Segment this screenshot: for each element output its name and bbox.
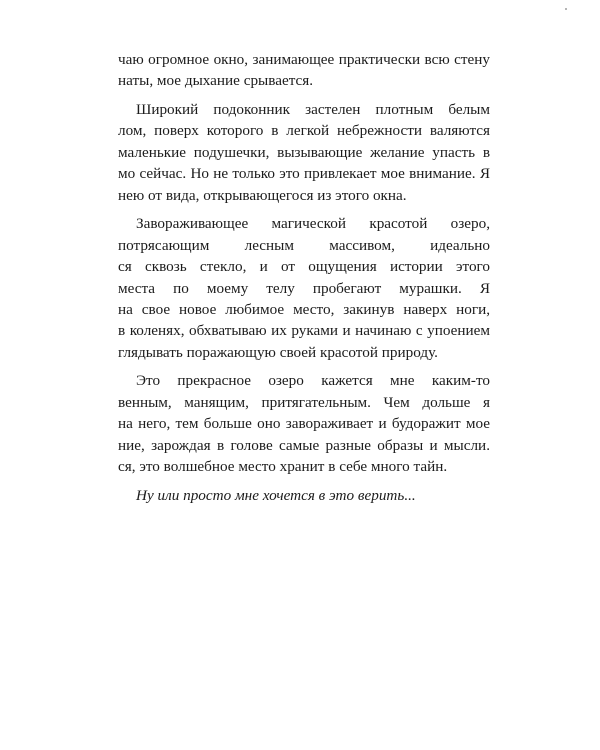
text-line: нею от вида, открывающегося из этого окна. [118, 186, 407, 204]
body-text [118, 49, 490, 513]
text-line: чаю огромное окно, занимающее практически всю стену [118, 51, 490, 68]
text-line: Ну или просто мне хочется в это верить... [136, 486, 416, 504]
text-line: глядывать поражающую своей красотой природу. [118, 343, 438, 361]
text-line: в коленях, обхватываю их руками и начинаю с упоением [118, 322, 490, 340]
text-line: наты, мое дыхание срывается. [118, 72, 314, 90]
text-line: Это прекрасное озеро кажется мне каким-то [136, 372, 490, 390]
text-line: венным, манящим, притягательным. Чем дольше я [118, 393, 490, 411]
text-line: маленькие подушечки, вызывающие желание упасть в [118, 143, 490, 161]
scan-mark [565, 8, 567, 10]
paragraph-3 [118, 213, 490, 363]
text-line: Завораживающее магической красотой озеро, [136, 215, 490, 233]
text-line: Широкий подоконник застелен плотным белым [136, 101, 490, 119]
text-line: ся сквозь стекло, и от ощущения истории этого [118, 258, 490, 276]
paragraph-2 [118, 99, 490, 206]
paragraph-1 [118, 49, 490, 92]
text-line: места по моему телу пробегают мурашки. Я [118, 279, 490, 297]
paragraph-4 [118, 370, 490, 477]
text-line: потрясающим лесным массивом, идеально [118, 236, 490, 254]
text-line: лом, поверх которого в легкой небрежности валяются [118, 122, 490, 140]
text-line: ние, зарождая в голове самые разные образы и мысли. [118, 436, 490, 454]
text-line: на него, тем больше оно завораживает и будоражит мое [118, 415, 490, 433]
text-line: на свое новое любимое место, закинув наверх ноги, [118, 300, 490, 318]
text-line: ся, это волшебное место хранит в себе много тайн. [118, 457, 448, 475]
paragraph-5 [118, 485, 490, 506]
text-line: мо сейчас. Но не только это привлекает мое внимание. Я [118, 165, 490, 183]
